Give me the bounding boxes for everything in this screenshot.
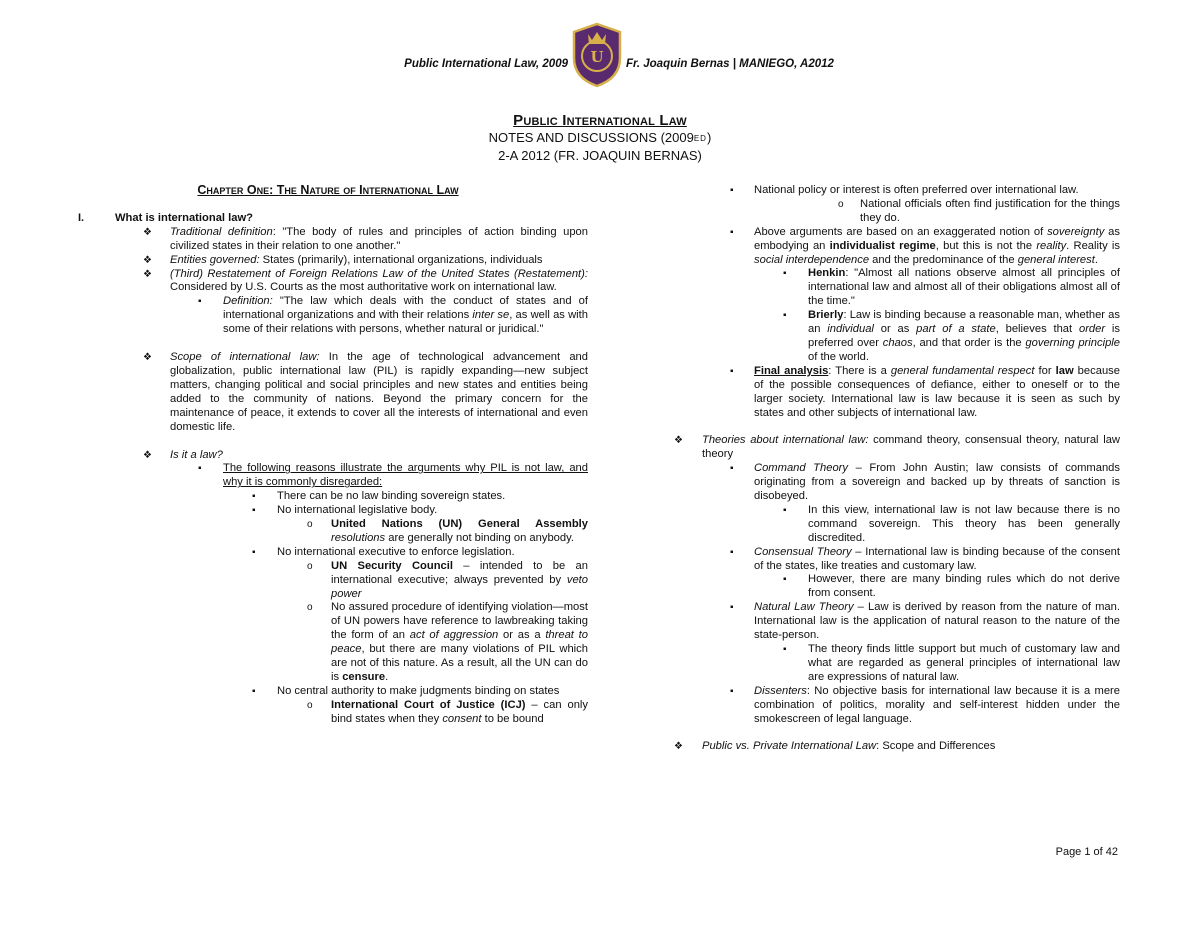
list-item: ❖ Public vs. Private International Law: Scope and Differences <box>674 740 996 753</box>
list-item: o National officials often find justification for the things they do. <box>838 197 1120 224</box>
list-item: ▪ However, there are many binding rules which do not derive from consent. <box>783 573 1120 600</box>
circle-bullet-icon: o <box>307 602 313 614</box>
list-item: ▪ Final analysis: There is a general fundamental respect for law because of the possible consequences of defiance, either to oneself or to the larger society. International law is law because it is seen as such by states and other subjects of international law. <box>730 364 1120 419</box>
square-bullet-icon: ▪ <box>783 644 787 655</box>
list-item: o UN Security Council – intended to be an international executive; always prevented by veto power <box>307 559 588 600</box>
list-item: ▪ Natural Law Theory – Law is derived by reason from the nature of man. International law is the application of natural reason to the nature of the state-person. <box>730 601 1120 642</box>
list-item: ▪ National policy or interest is often preferred over international law. <box>730 184 1079 196</box>
circle-bullet-icon: o <box>838 198 844 210</box>
list-item: ▪ The theory finds little support but much of customary law and what are regarded as general principles of international law are expressions of natural law. <box>783 643 1120 683</box>
square-bullet-icon: ▪ <box>730 226 734 238</box>
list-item: ❖ (Third) Restatement of Foreign Relations Law of the United States (Restatement): Considered by U.S. Courts as the most authoritative work on international law. <box>143 267 588 294</box>
square-bullet-icon: ▪ <box>783 504 787 516</box>
square-bullet-icon: ▪ <box>783 268 787 280</box>
square-bullet-icon: ▪ <box>252 685 256 697</box>
university-crest-icon <box>568 22 626 88</box>
square-bullet-icon: ▪ <box>730 685 734 697</box>
question-heading <box>78 212 588 226</box>
page-number: Page 1 of 42 <box>1055 846 1118 858</box>
square-bullet-icon: ▪ <box>730 602 734 614</box>
header-left: Public International Law, 2009 <box>404 58 568 70</box>
list-item: ▪ Definition: "The law which deals with the conduct of states and of international organizations and with their relations inter se, as well as with some of their relations with persons, whether natural or juridical." <box>198 295 588 336</box>
list-item: ▪ In this view, international law is not law because there is no command sovereign. This theory has been generally discredited. <box>783 503 1120 544</box>
list-item: ▪ The following reasons illustrate the arguments why PIL is not law, and why it is commonly disregarded: <box>198 462 588 489</box>
list-item: ❖ Traditional definition: "The body of rules and principles of action binding upon civilized states in their relation to one another." <box>143 225 589 252</box>
square-bullet-icon: ▪ <box>198 296 202 308</box>
diamond-bullet-icon: ❖ <box>674 741 683 753</box>
subtitle-1-main: NOTES AND DISCUSSIONS (2009 <box>488 130 694 145</box>
list-item: o International Court of Justice (ICJ) – can only bind states when they consent to be bound <box>307 698 589 725</box>
square-bullet-icon: ▪ <box>252 491 256 503</box>
list-item: ❖ Is it a law? <box>143 448 223 461</box>
square-bullet-icon: ▪ <box>730 463 734 475</box>
subtitle-1 <box>0 129 1200 147</box>
list-item: ▪ Above arguments are based on an exaggerated notion of sovereignty as embodying an individualist regime, but this is not the reality. Reality is social interdependence and the predominance of the general interest. <box>730 225 1120 266</box>
square-bullet-icon: ▪ <box>783 310 787 322</box>
diamond-bullet-icon: ❖ <box>674 435 683 447</box>
list-item: ▪ Brierly: Law is binding because a reasonable man, whether as an individual or as part of a state, believes that order is preferred over chaos, and that order is the governing principle of the world. <box>783 309 1120 363</box>
square-bullet-icon: ▪ <box>198 463 202 475</box>
list-item: ▪ Command Theory – From John Austin; law consists of commands originating from a sovereign and backed up by threats of sanction is disobeyed. <box>730 462 1120 503</box>
list-item: o No assured procedure of identifying violation—most of UN powers have reference to lawbreaking taking the form of an act of aggression or as a threat to peace, but there are many violations of PIL which are not of this nature. As a result, all the UN can do is censure. <box>307 601 589 683</box>
square-bullet-icon: ▪ <box>730 546 734 558</box>
circle-bullet-icon: o <box>307 699 313 711</box>
diamond-bullet-icon: ❖ <box>143 449 152 461</box>
subtitle-1-sup: ED <box>693 134 707 143</box>
list-item: ❖ Scope of international law: In the age of technological advancement and globalization, public international law (PIL) is rapidly expanding—new subject matters, changing political and social principles and new states and entities being added to the community of nations. Beyond the primary concern for the maintenance of peace, it extends to cover all the interests of international and even domestic life. <box>143 351 588 433</box>
list-item: ▪ No central authority to make judgments binding on states <box>252 684 560 697</box>
list-item: ❖ Entities governed: States (primarily), international organizations, individuals <box>143 253 543 266</box>
square-bullet-icon: ▪ <box>730 185 734 196</box>
square-bullet-icon: ▪ <box>783 574 787 586</box>
square-bullet-icon: ▪ <box>730 365 734 377</box>
page-header <box>0 28 1200 98</box>
diamond-bullet-icon: ❖ <box>143 268 152 280</box>
chapter-heading: Chapter One: The Nature of International Law <box>197 183 459 197</box>
svg-text:U: U <box>590 48 604 66</box>
question-text: What is international law? <box>115 211 253 224</box>
square-bullet-icon: ▪ <box>252 505 256 517</box>
list-item: ❖ Theories about international law: command theory, consensual theory, natural law theory <box>674 434 1120 461</box>
list-item: ▪ Henkin: "Almost all nations observe almost all principles of international law and almost all of their obligations almost all of the time." <box>783 267 1120 308</box>
list-item: ▪ Dissenters: No objective basis for international law because it is a mere combination of politics, morality and self-interest hidden under the smokescreen of legal language. <box>730 684 1120 725</box>
circle-bullet-icon: o <box>307 519 313 531</box>
diamond-bullet-icon: ❖ <box>143 254 152 266</box>
title-block <box>0 112 1200 164</box>
list-item: o United Nations (UN) General Assembly resolutions are generally not binding on anybody. <box>307 518 588 544</box>
square-bullet-icon: ▪ <box>252 546 256 558</box>
left-column <box>78 184 588 727</box>
list-item: ▪ No international executive to enforce legislation. <box>252 545 515 558</box>
circle-bullet-icon: o <box>307 560 313 572</box>
document-title: Public International Law <box>513 112 687 129</box>
roman-numeral: I. <box>78 211 85 224</box>
diamond-bullet-icon: ❖ <box>143 352 152 364</box>
subtitle-1-end: ) <box>706 130 712 145</box>
diamond-bullet-icon: ❖ <box>143 226 152 238</box>
right-column <box>668 184 1120 754</box>
list-item: ▪ No international legislative body. <box>252 504 438 517</box>
subtitle-2: 2-A 2012 (FR. JOAQUIN BERNAS) <box>498 148 702 163</box>
list-item: ▪ Consensual Theory – International law is binding because of the consent of the states, like treaties and customary law. <box>730 545 1120 572</box>
header-right: Fr. Joaquin Bernas | MANIEGO, A2012 <box>626 58 834 70</box>
list-item: ▪ There can be no law binding sovereign states. <box>252 490 506 503</box>
